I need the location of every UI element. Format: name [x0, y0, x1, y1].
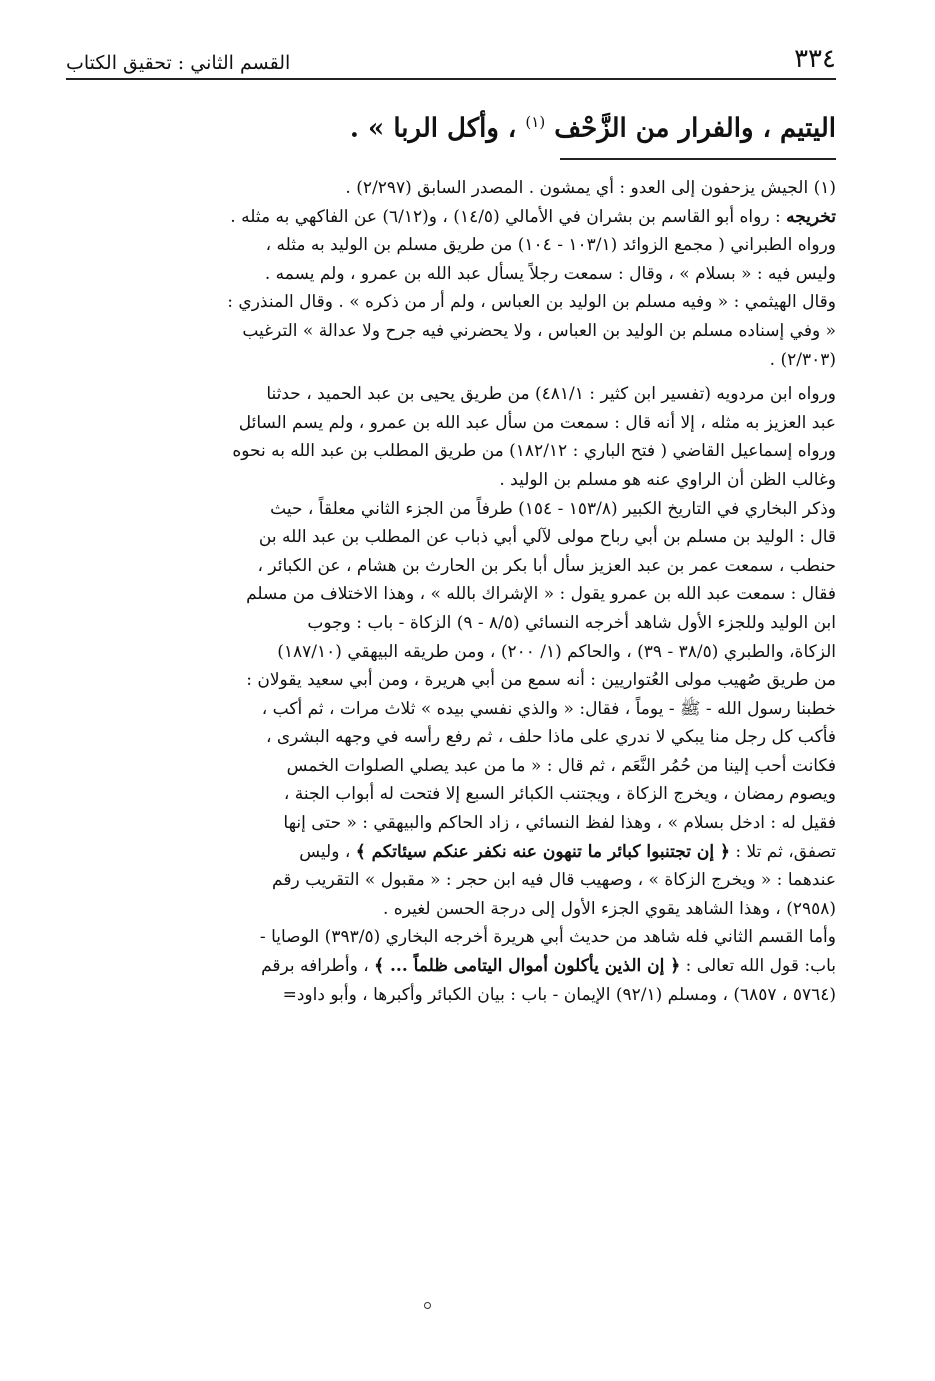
footnote-line: فقال : سمعت عبد الله بن عمرو يقول : « الإشراك بالله » ، وهذا الاختلاف من مسلم	[246, 584, 836, 605]
footnote-reference[interactable]: (١)	[525, 113, 546, 131]
footnote-line: الزكاة، والطبري (٣٨/٥ - ٣٩) ، والحاكم (١/ ٢٠٠) ، ومن طريقه البيهقي (١٨٧/١٠)	[277, 641, 836, 662]
footnote-line: وأما القسم الثاني فله شاهد من حديث أبي هريرة أخرجه البخاري (٣٩٣/٥) الوصايا -	[259, 927, 836, 948]
footnote-line	[66, 952, 836, 981]
footnote-line: ورواه ابن مردويه (تفسير ابن كثير : ٤٨١/١) من طريق يحيى بن عبد الحميد ، حدثنا	[266, 384, 836, 405]
footnote-line: (١) الجيش يزحفون إلى العدو : أي يمشون . المصدر السابق (٢/٢٩٧) .	[345, 178, 836, 198]
footnote-line: (٥٧٦٤ ، ٦٨٥٧) ، ومسلم (٩٢/١) الإيمان - باب : بيان الكبائر وأكبرها ، وأبو داود=	[282, 984, 836, 1005]
footnote-line	[66, 203, 836, 232]
footnote-line: ورواه إسماعيل القاضي ( فتح الباري : ١٨٢/١٢) من طريق المطلب بن عبد الله به نحوه	[232, 441, 836, 462]
page-number: ٣٣٤	[794, 44, 836, 74]
footnote-line: من طريق صُهيب مولى العُتواريين : أنه سمع من أبي هريرة ، ومن أبي سعيد يقولان :	[246, 670, 836, 691]
footnote-line: وغالب الظن أن الراوي عنه هو مسلم بن الوليد .	[499, 469, 836, 490]
footnote-text: ، وليس	[299, 841, 351, 862]
footnote-line: ابن الوليد وللجزء الأول شاهد أخرجه النسائي (٨/٥ - ٩) الزكاة - باب : وجوب	[307, 612, 836, 633]
footnote-line: خطبنا رسول الله - ﷺ - يوماً ، فقال: « والذي نفسي بيده » ثلاث مرات ، ثم أكب ،	[261, 698, 836, 719]
footnote-line: فكانت أحب إلينا من حُمُر النَّعَم ، ثم قال : « ما من عبد يصلي الصلوات الخمس	[286, 755, 836, 776]
footnote-line: عبد العزيز به مثله ، إلا أنه قال : سمعت من سأل عبد الله بن عمرو ، ولم يسم السائل	[238, 412, 836, 433]
footnote-line: وليس فيه : « بسلام » ، وقال : سمعت رجلاً يسأل عبد الله بن عمرو ، ولم يسمه .	[264, 263, 836, 284]
main-text-line	[66, 98, 836, 146]
footnote-line: فأكب كل رجل منا يبكي لا ندري على ماذا حلف ، ثم رفع رأسه في وجهه البشرى ،	[265, 727, 836, 748]
footnote-line: فقيل له : ادخل بسلام » ، وهذا لفظ النسائي ، زاد الحاكم والبيهقي : « حتى إنها	[283, 813, 836, 834]
footnote-separator	[560, 158, 836, 160]
main-text-before-note: اليتيم ، والفرار من الزَّحْف	[554, 113, 836, 144]
footnote-line: عندهما : « ويخرج الزكاة » ، وصهيب قال فيه ابن حجر : « مقبول » التقريب رقم	[272, 870, 836, 891]
footnote-line: وذكر البخاري في التاريخ الكبير (١٥٣/٨ - ١٥٤) طرفاً من الجزء الثاني معلقاً ، حيث	[270, 498, 836, 519]
footnote-line: حنطب ، سمعت عمر بن عبد العزيز سأل أبا بكر بن الحارث بن هشام ، عن الكبائر ،	[257, 555, 836, 576]
quran-verse: ﴿ إن تجتنبوا كبائر ما تنهون عنه نكفر عنكم سيئاتكم ﴾	[355, 841, 730, 862]
page-mark	[424, 1302, 431, 1309]
takhrij-label: تخريجه	[786, 206, 836, 227]
footnote-line: « وفي إسناده مسلم بن الوليد بن العباس ، ولا يحضرني فيه جرح ولا عدالة » الترغيب	[242, 320, 836, 341]
footnote-line	[66, 838, 836, 867]
footnote-line: (٢/٣٠٣) .	[769, 349, 836, 370]
footnote-block	[66, 174, 836, 1009]
quran-verse: ﴿ إن الذين يأكلون أموال اليتامى ظلماً ... ﴾	[374, 956, 681, 977]
footnote-text: ، وأطرافه برقم	[261, 956, 369, 977]
footnote-line: وقال الهيثمي : « وفيه مسلم بن الوليد بن العباس ، ولم أر من ذكره » . وقال المنذري :	[227, 292, 836, 313]
footnote-text: : رواه أبو القاسم بن بشران في الأمالي (١٤/٥) ، و(٦/١٢) عن الفاكهي به مثله .	[230, 206, 781, 227]
footnote-line: قال : الوليد بن مسلم بن أبي رباح مولى لآلي أبي ذباب عن المطلب بن عبد الله بن	[258, 527, 836, 548]
footnote-line: (٢٩٥٨) ، وهذا الشاهد يقوي الجزء الأول إلى درجة الحسن لغيره .	[383, 898, 836, 919]
main-text-after-note: ، وأكل الربا » .	[349, 113, 517, 144]
running-title: القسم الثاني : تحقيق الكتاب	[66, 52, 291, 74]
footnote-line: ويصوم رمضان ، ويخرج الزكاة ، ويجتنب الكبائر السبع إلا فتحت له أبواب الجنة ،	[283, 784, 836, 805]
footnote-text: تصفق، ثم تلا :	[735, 841, 836, 862]
footnote-text: باب: قول الله تعالى :	[685, 956, 836, 977]
footnote-line: ورواه الطبراني ( مجمع الزوائد (١٠٣/١ - ١٠٤) من طريق مسلم بن الوليد به مثله ،	[265, 235, 836, 256]
page-header	[66, 40, 836, 80]
